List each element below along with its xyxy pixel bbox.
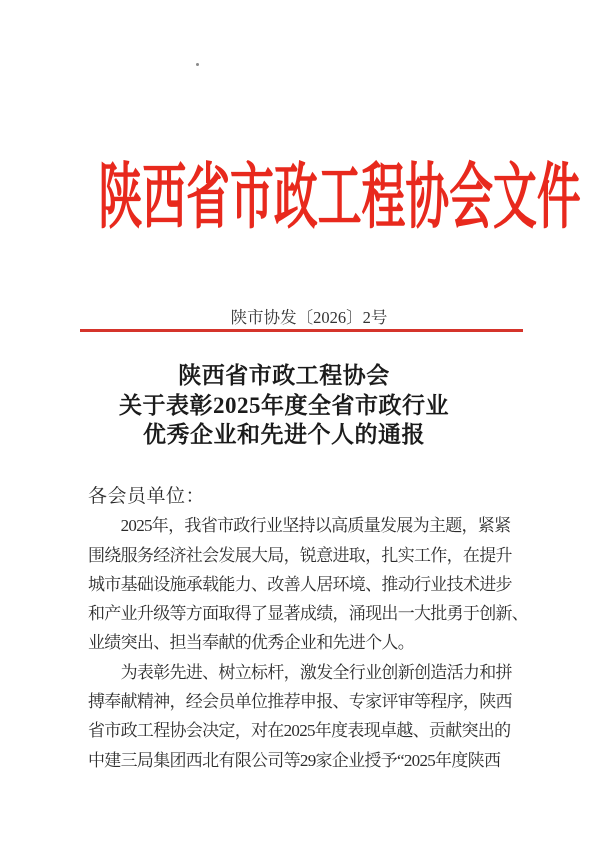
subject-line: 优秀企业和先进个人的通报 [143, 422, 425, 447]
body-line: 中建三局集团西北有限公司等29家企业授予“2025年度陕西 [88, 750, 501, 770]
document-subject [0, 361, 584, 450]
letterhead-divider-rule [80, 329, 523, 332]
subject-line: 陕西省市政工程协会 [178, 363, 390, 388]
letterhead-title: 陕西省市政工程协会文件 [98, 157, 581, 238]
body-line: 省市政工程协会决定，对在2025年度表现卓越、贡献突出的 [88, 721, 511, 741]
subject-line: 关于表彰2025年度全省市政行业 [119, 392, 449, 418]
salutation: 各会员单位： [88, 486, 206, 507]
document-number: 陕市协发〔2026〕2号 [230, 308, 388, 327]
scan-speck [196, 63, 199, 66]
document-body [88, 482, 528, 775]
body-line: 为表彰先进、树立标杆，激发全行业创新创造活力和拼 [88, 662, 512, 682]
body-line: 2025年，我省市政行业坚持以高质量发展为主题，紧紧 [88, 516, 511, 536]
body-line: 围绕服务经济社会发展大局，锐意进取，扎实工作，在提升 [88, 545, 512, 565]
body-line: 城市基础设施承载能力、改善人居环境、推动行业技术进步 [88, 574, 512, 594]
body-line: 和产业升级等方面取得了显著成绩，涌现出一大批勇于创新、 [88, 604, 529, 624]
body-line: 业绩突出、担当奉献的优秀企业和先进个人。 [88, 633, 414, 653]
body-line: 搏奉献精神，经会员单位推荐申报、专家评审等程序，陕西 [88, 692, 512, 712]
